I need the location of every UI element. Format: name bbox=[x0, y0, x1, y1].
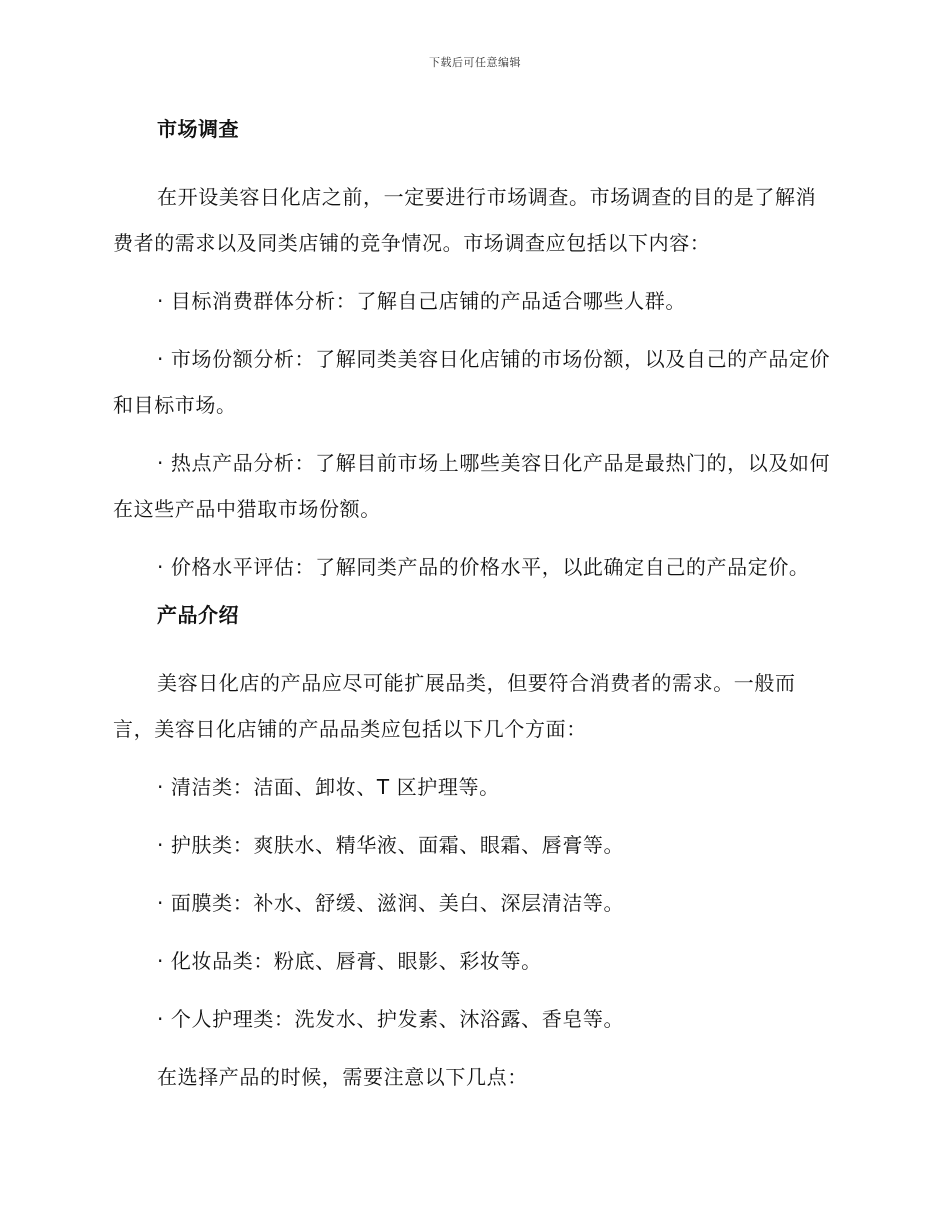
market-item-price-level: · 价格水平评估：了解同类产品的价格水平，以此确定自己的产品定价。 bbox=[157, 555, 810, 579]
products-item-skincare: · 护肤类：爽肤水、精华液、面霜、眼霜、唇膏等。 bbox=[157, 833, 625, 857]
document-body bbox=[113, 110, 833, 1112]
market-item-hot-products: · 热点产品分析：了解目前市场上哪些美容日化产品是最热门的，以及如何在这些产品中猎取市场份额。 bbox=[113, 451, 831, 521]
products-item-masks: · 面膜类：补水、舒缓、滋润、美白、深层清洁等。 bbox=[157, 891, 625, 915]
page-header: 下载后可任意编辑 bbox=[429, 56, 521, 69]
products-item-cosmetics: · 化妆品类：粉底、唇膏、眼影、彩妆等。 bbox=[157, 949, 542, 973]
section-heading-products: 产品介绍 bbox=[157, 603, 239, 627]
products-item-cleansing: · 清洁类：洁面、卸妆、T 区护理等。 bbox=[157, 775, 500, 799]
market-intro-paragraph: 在开设美容日化店之前，一定要进行市场调查。市场调查的目的是了解消费者的需求以及同类店铺的竞争情况。市场调查应包括以下内容： bbox=[113, 185, 817, 255]
section-heading-market: 市场调查 bbox=[157, 117, 239, 141]
market-item-market-share: · 市场份额分析：了解同类美容日化店铺的市场份额，以及自己的产品定价和目标市场。 bbox=[113, 347, 831, 417]
products-intro-paragraph: 美容日化店的产品应尽可能扩展品类，但要符合消费者的需求。一般而言，美容日化店铺的产品品类应包括以下几个方面： bbox=[113, 671, 796, 741]
products-closing-paragraph: 在选择产品的时候，需要注意以下几点： bbox=[157, 1065, 528, 1089]
products-item-personal-care: · 个人护理类：洗发水、护发素、沐浴露、香皂等。 bbox=[157, 1007, 625, 1031]
market-item-target-audience: · 目标消费群体分析：了解自己店铺的产品适合哪些人群。 bbox=[157, 289, 686, 313]
